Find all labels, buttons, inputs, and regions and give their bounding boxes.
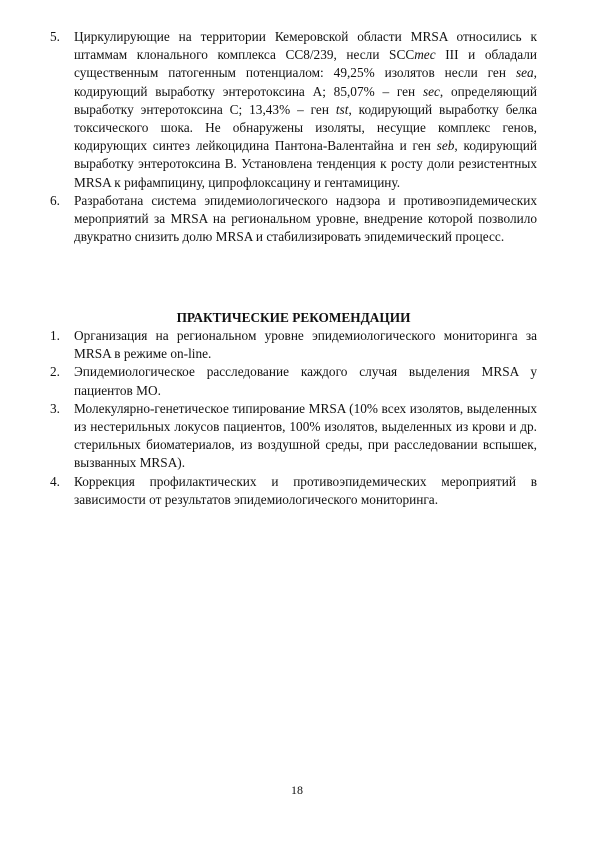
gene-name: sea: [515, 65, 534, 81]
item-text: Организация на региональном уровне эпидемиологического мониторинга за MRSA в режиме on-line.: [74, 328, 537, 362]
list-item: [50, 473, 537, 509]
item-text: , кодирующий выработку белка токсического шока. Не обнаружены изоляты, несущие комплекс генов, кодирующих синтез лейкоцидина Пантона-Валентайна и ген: [74, 101, 537, 154]
gene-name: tst: [335, 101, 349, 117]
list-item: [50, 363, 537, 399]
page-number: 18: [291, 783, 303, 797]
gene-name: seb: [436, 138, 455, 154]
item-text: , определяющий выработку энтеротоксина С; 13,43% – ген: [74, 83, 537, 117]
item-text: Молекулярно-генетическое типирование MRSA (10% всех изолятов, выделенных из нестерильных локусов пациентов, 100% изолятов, выделенных из крови и др. стерильных биоматериалов, из воздушной среды, при расследовании вспышек, вызванных MRSA).: [74, 400, 537, 471]
item-number: 6.: [50, 192, 60, 208]
item-text: Эпидемиологическое расследование каждого случая выделения MRSA у пациентов МО.: [74, 364, 537, 398]
gene-name: mec: [414, 47, 436, 63]
list-item: [50, 327, 537, 363]
item-number: 3.: [50, 400, 60, 416]
list-item: [50, 192, 537, 247]
item-text: Разработана система эпидемиологического надзора и противоэпидемических мероприятий за MRSA на региональном уровне, внедрение которой позволило двукратно снизить долю MRSA и стабилизировать эпидемический процесс.: [74, 192, 537, 245]
item-text: , кодирующий выработку энтеротоксина В. Установлена тенденция к росту доли резистентных MRSA к рифампицину, ципрофлоксацину и гентамицину.: [74, 138, 538, 190]
conclusions-list: [50, 28, 537, 246]
item-number: 2.: [50, 364, 60, 380]
item-number: 5.: [50, 29, 60, 44]
item-text: Циркулирующие на территории Кемеровской области MRSA относились к штаммам клонального комплекса СС8/239, несли SCC: [74, 29, 537, 63]
item-text: Коррекция профилактических и противоэпидемических мероприятий в зависимости от результатов эпидемиологического мониторинга.: [74, 473, 537, 507]
item-text: , кодирующий выработку энтеротоксина А; 85,07% – ген: [74, 65, 537, 99]
item-text: III и обладали существенным патогенным потенциалом: 49,25% изолятов несли ген: [74, 47, 537, 81]
item-number: 4.: [50, 473, 60, 489]
recommendations-list: [50, 327, 537, 509]
recommendations-heading: ПРАКТИЧЕСКИЕ РЕКОМЕНДАЦИИ: [176, 310, 411, 325]
list-item: [50, 28, 537, 192]
list-item: [50, 400, 537, 473]
gene-name: sec: [422, 83, 440, 99]
item-number: 1.: [50, 328, 60, 343]
